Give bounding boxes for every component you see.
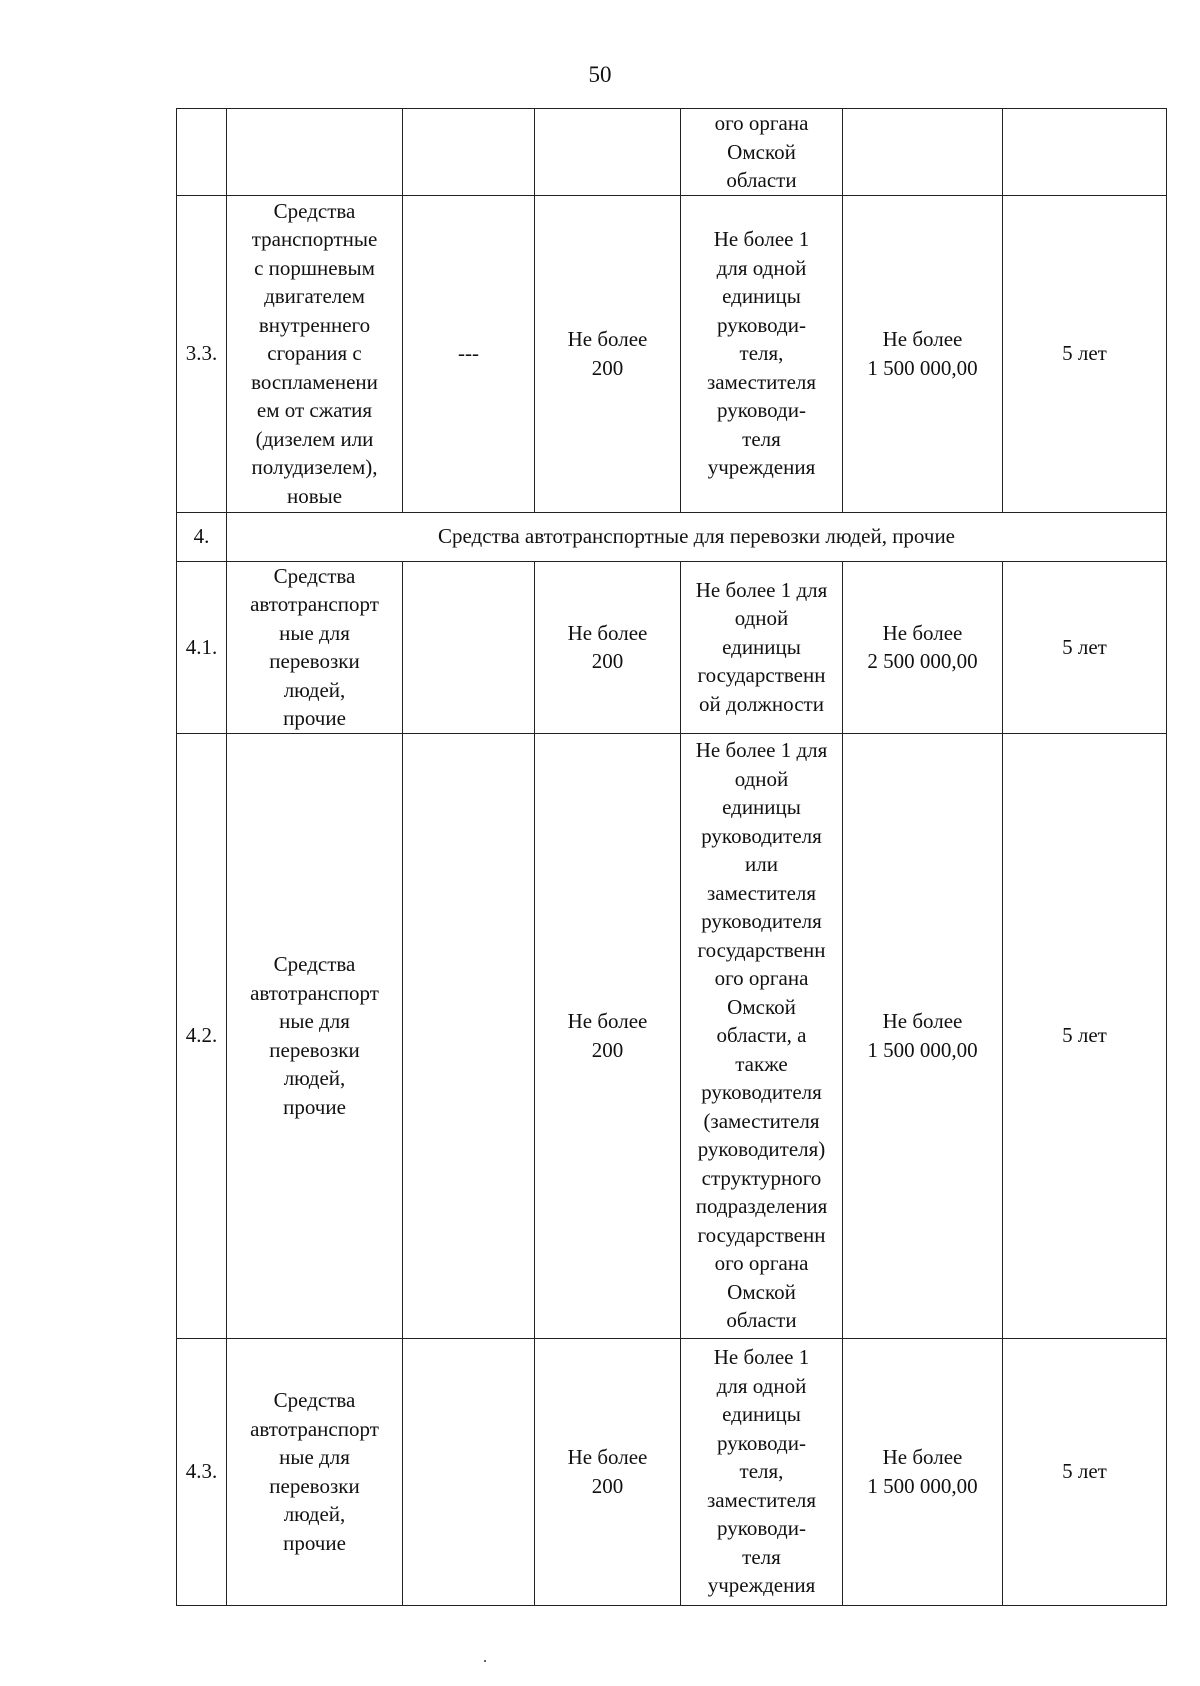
cell-col3: --- — [403, 195, 535, 512]
cell-price: Не более 1 500 000,00 — [843, 1338, 1003, 1605]
cell-num: 4.2. — [177, 733, 227, 1338]
cell-term — [1003, 109, 1167, 196]
cell-term: 5 лет — [1003, 561, 1167, 733]
cell-desc: Не более 1 для одной единицы руководи- теля, заместителя руководи- теля учреждения — [681, 195, 843, 512]
table-row-4-2 — [177, 733, 1167, 1338]
cell-name: Средства автотранспорт ные для перевозки людей, прочие — [227, 733, 403, 1338]
cell-term: 5 лет — [1003, 1338, 1167, 1605]
table-row-section-4 — [177, 512, 1167, 561]
cell-term: 5 лет — [1003, 733, 1167, 1338]
cell-desc: Не более 1 для одной единицы руководителя или заместителя руководителя государственн ого органа Омской области, а также руководителя (заместителя руководителя) структурного подразделения государственн ого органа Омской области — [681, 733, 843, 1338]
requirements-table — [176, 108, 1167, 1606]
cell-power — [535, 109, 681, 196]
cell-name: Средства автотранспорт ные для перевозки людей, прочие — [227, 561, 403, 733]
cell-price: Не более 2 500 000,00 — [843, 561, 1003, 733]
cell-name: Средства автотранспорт ные для перевозки людей, прочие — [227, 1338, 403, 1605]
cell-num: 4. — [177, 512, 227, 561]
cell-term: 5 лет — [1003, 195, 1167, 512]
cell-name — [227, 109, 403, 196]
cell-price: Не более 1 500 000,00 — [843, 733, 1003, 1338]
section-title: Средства автотранспортные для перевозки людей, прочие — [227, 512, 1167, 561]
cell-num: 3.3. — [177, 195, 227, 512]
scan-speck — [484, 1660, 486, 1662]
page-number: 50 — [588, 62, 612, 87]
cell-num: 4.1. — [177, 561, 227, 733]
cell-power: Не более 200 — [535, 733, 681, 1338]
table-row-3-3 — [177, 195, 1167, 512]
cell-desc: Не более 1 для одной единицы руководи- теля, заместителя руководи- теля учреждения — [681, 1338, 843, 1605]
cell-price — [843, 109, 1003, 196]
table-row-4-3 — [177, 1338, 1167, 1605]
cell-name: Средства транспортные с поршневым двигателем внутреннего сгорания с воспламенени ем от сжатия (дизелем или полудизелем), новые — [227, 195, 403, 512]
cell-col3 — [403, 561, 535, 733]
cell-power: Не более 200 — [535, 561, 681, 733]
cell-desc: Не более 1 для одной единицы государственн ой должности — [681, 561, 843, 733]
cell-price: Не более 1 500 000,00 — [843, 195, 1003, 512]
cell-num: 4.3. — [177, 1338, 227, 1605]
cell-num — [177, 109, 227, 196]
cell-col3 — [403, 733, 535, 1338]
table-row-continuation — [177, 109, 1167, 196]
cell-power: Не более 200 — [535, 1338, 681, 1605]
cell-col3 — [403, 1338, 535, 1605]
table-row-4-1 — [177, 561, 1167, 733]
cell-power: Не более 200 — [535, 195, 681, 512]
cell-desc: ого органа Омской области — [681, 109, 843, 196]
cell-col3 — [403, 109, 535, 196]
